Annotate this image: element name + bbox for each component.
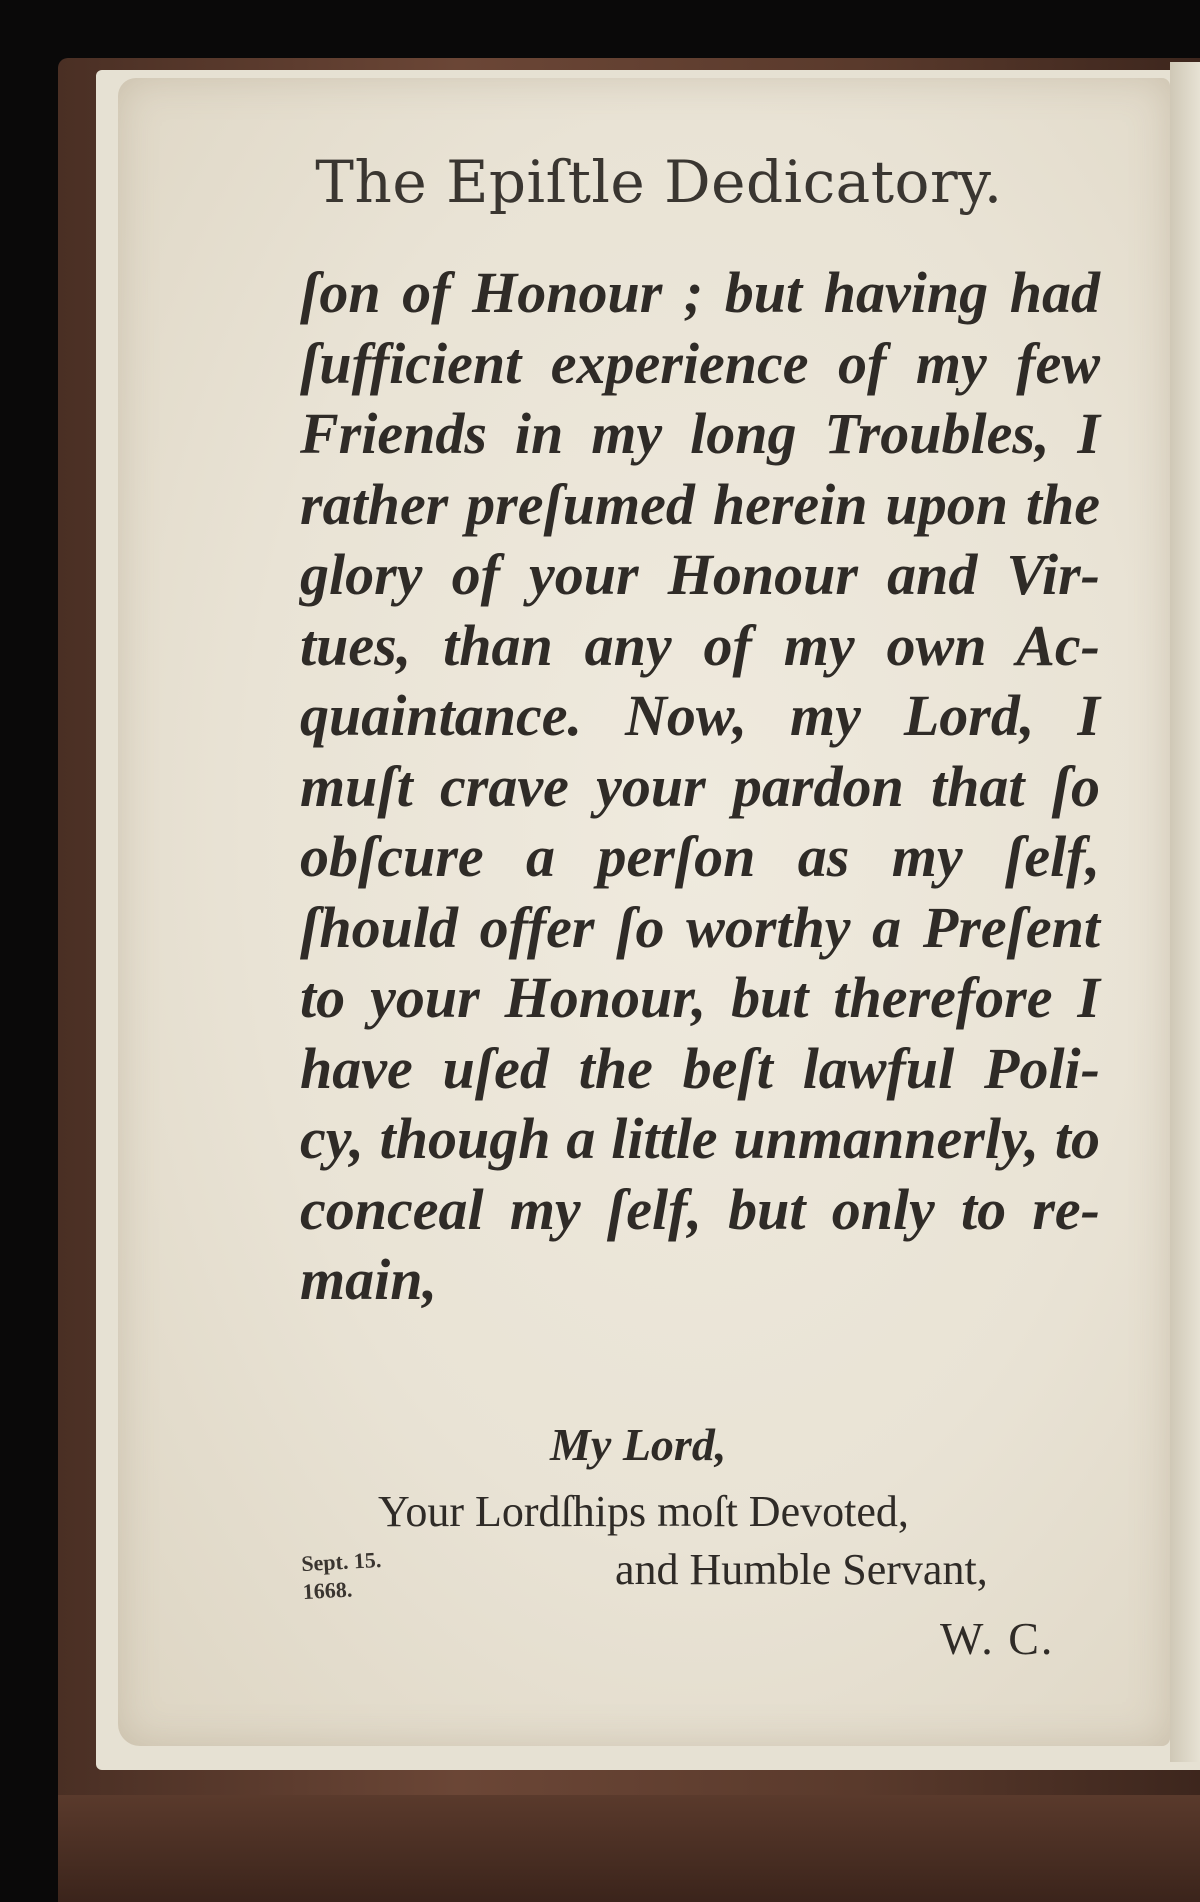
body-line: to your Honour, but therefore I [300, 965, 1100, 1030]
facing-page-edge [1170, 62, 1200, 1762]
salutation: My Lord, [550, 1419, 727, 1470]
date-note [301, 1546, 384, 1606]
body-line: glory of your Honour and Vir- [300, 542, 1100, 607]
date-year: 1668. [302, 1576, 353, 1605]
dedication-body [300, 258, 1100, 1316]
body-line: have uſed the beſt lawful Poli- [300, 1035, 1100, 1101]
body-line: ſufficient experience of my few [300, 330, 1100, 396]
body-line: rather preſumed herein upon the [300, 471, 1100, 537]
running-head: The Epiſtle Dedicatory. [315, 148, 1003, 216]
book-cover-bottom [58, 1795, 1200, 1902]
signature-initials: W. C. [940, 1613, 1055, 1664]
body-line: cy, though a little unmannerly, to [300, 1106, 1100, 1171]
body-line: quaintance. Now, my Lord, I [300, 683, 1100, 748]
closing-line: Your Lordſhips moſt Devoted, [378, 1487, 909, 1536]
body-line: obſcure a perſon as my ſelf, [300, 824, 1100, 889]
date-day: Sept. 15. [300, 1546, 382, 1577]
closing-line: and Humble Servant, [615, 1545, 988, 1594]
body-line: muſt crave your pardon that ſo [300, 753, 1100, 819]
body-line: main, [300, 1247, 437, 1312]
body-line: ſon of Honour ; but having had [300, 260, 1100, 325]
body-line: Friends in my long Troubles, I [300, 401, 1100, 466]
body-line: tues, than any of my own Ac- [300, 612, 1100, 678]
body-line: conceal my ſelf, but only to re- [300, 1176, 1100, 1242]
body-line: ſhould offer ſo worthy a Preſent [300, 894, 1100, 960]
